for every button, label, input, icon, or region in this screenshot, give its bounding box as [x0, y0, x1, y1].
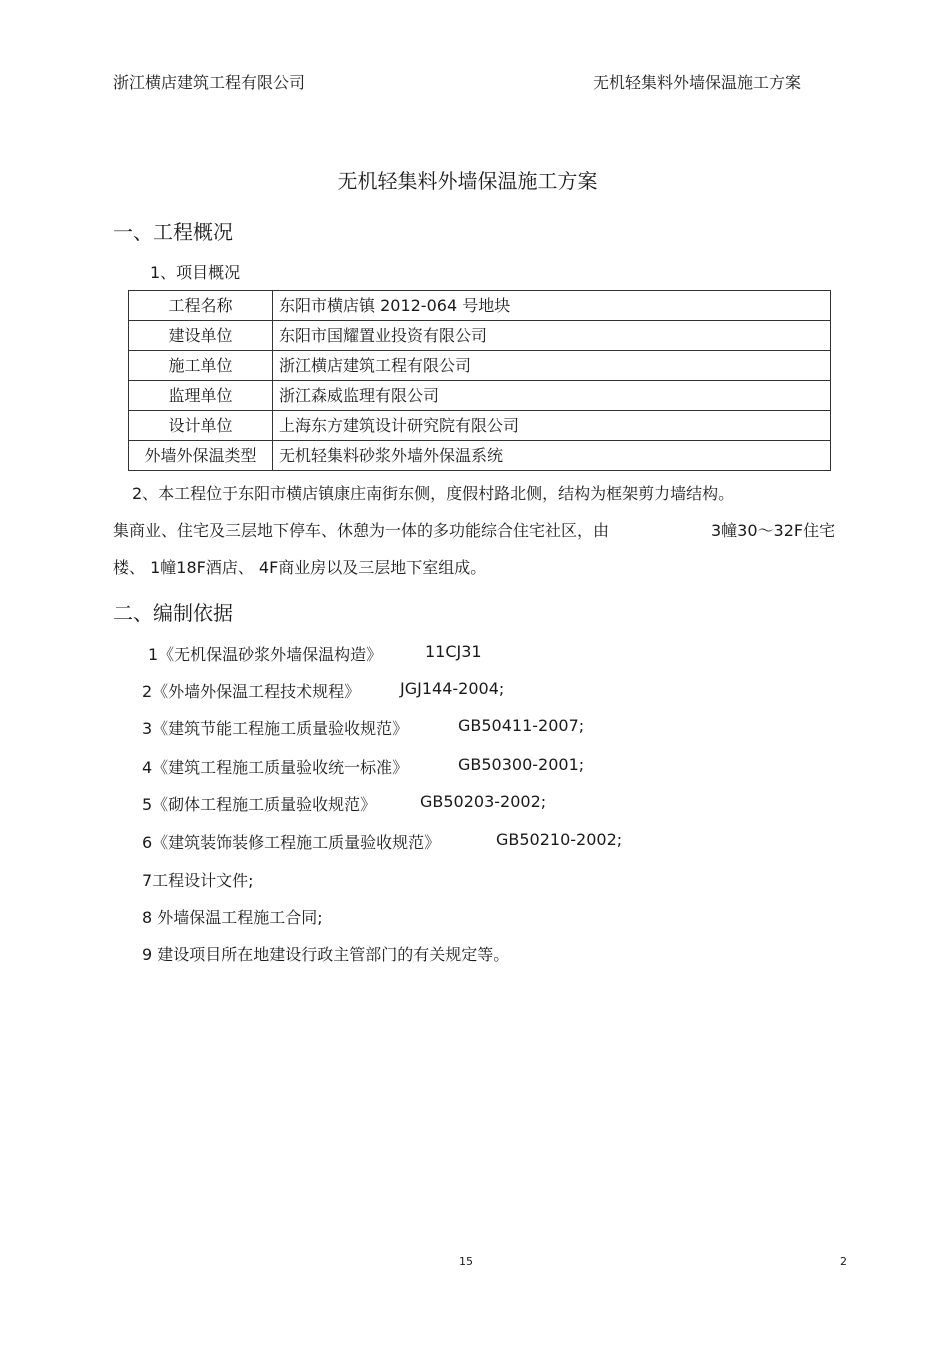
reference-title: 9 建设项目所在地建设行政主管部门的有关规定等。	[142, 945, 510, 964]
paragraph-location-line2-tail: 3幢30～32F住宅	[711, 521, 836, 540]
reference-item	[142, 716, 842, 739]
reference-item	[142, 679, 842, 702]
table-row	[129, 411, 831, 441]
page-number-right: 2	[840, 1255, 847, 1268]
table-cell-value: 上海东方建筑设计研究院有限公司	[273, 411, 831, 441]
reference-title: 8 外墙保温工程施工合同;	[142, 908, 323, 927]
header-company: 浙江横店建筑工程有限公司	[113, 73, 306, 92]
reference-code: JGJ144-2004;	[400, 679, 505, 698]
table-cell-label: 施工单位	[129, 351, 273, 381]
reference-item	[148, 642, 848, 665]
table-cell-value: 东阳市国耀置业投资有限公司	[273, 321, 831, 351]
page-number-center: 15	[459, 1255, 473, 1268]
reference-item	[142, 868, 254, 891]
section-heading-basis: 二、编制依据	[113, 601, 233, 625]
table-row	[129, 321, 831, 351]
table-cell-label: 监理单位	[129, 381, 273, 411]
document-title: 无机轻集料外墙保温施工方案	[337, 169, 598, 193]
reference-item	[142, 792, 842, 815]
reference-code: GB50411-2007;	[458, 716, 585, 735]
reference-item	[142, 905, 323, 928]
table-row	[129, 381, 831, 411]
table-row	[129, 351, 831, 381]
reference-title: 7工程设计文件;	[142, 871, 254, 890]
section-heading-overview: 一、工程概况	[113, 220, 233, 244]
table-cell-value: 浙江森威监理有限公司	[273, 381, 831, 411]
paragraph-location-line1: 2、本工程位于东阳市横店镇康庄南街东侧，度假村路北侧，结构为框架剪力墙结构。	[132, 484, 735, 503]
reference-code: GB50300-2001;	[458, 755, 585, 774]
paragraph-location-line2: 集商业、住宅及三层地下停车、休憩为一体的多功能综合住宅社区，由	[113, 521, 610, 540]
reference-title: 1《无机保温砂浆外墙保温构造》	[148, 645, 383, 664]
table-cell-value: 浙江横店建筑工程有限公司	[273, 351, 831, 381]
reference-title: 3《建筑节能工程施工质量验收规范》	[142, 719, 409, 738]
project-info-table	[128, 290, 831, 471]
reference-title: 5《砌体工程施工质量验收规范》	[142, 795, 377, 814]
table-row	[129, 441, 831, 471]
table-cell-label: 工程名称	[129, 291, 273, 321]
reference-code: GB50203-2002;	[420, 792, 547, 811]
table-cell-label: 设计单位	[129, 411, 273, 441]
subheading-project-overview: 1、项目概况	[150, 263, 241, 282]
table-cell-label: 外墙外保温类型	[129, 441, 273, 471]
table-row	[129, 291, 831, 321]
paragraph-location-line3: 楼、 1幢18F酒店、 4F商业房以及三层地下室组成。	[113, 558, 487, 577]
reference-item	[142, 755, 842, 778]
header-doc-name: 无机轻集料外墙保温施工方案	[593, 73, 802, 92]
reference-title: 4《建筑工程施工质量验收统一标准》	[142, 758, 409, 777]
reference-code: GB50210-2002;	[496, 830, 623, 849]
reference-item	[142, 942, 509, 965]
table-cell-label: 建设单位	[129, 321, 273, 351]
reference-title: 6《建筑装饰装修工程施工质量验收规范》	[142, 833, 441, 852]
reference-title: 2《外墙外保温工程技术规程》	[142, 682, 361, 701]
table-cell-value: 无机轻集料砂浆外墙外保温系统	[273, 441, 831, 471]
reference-code: 11CJ31	[425, 642, 482, 661]
table-cell-value: 东阳市横店镇 2012-064 号地块	[273, 291, 831, 321]
reference-item	[142, 830, 842, 853]
